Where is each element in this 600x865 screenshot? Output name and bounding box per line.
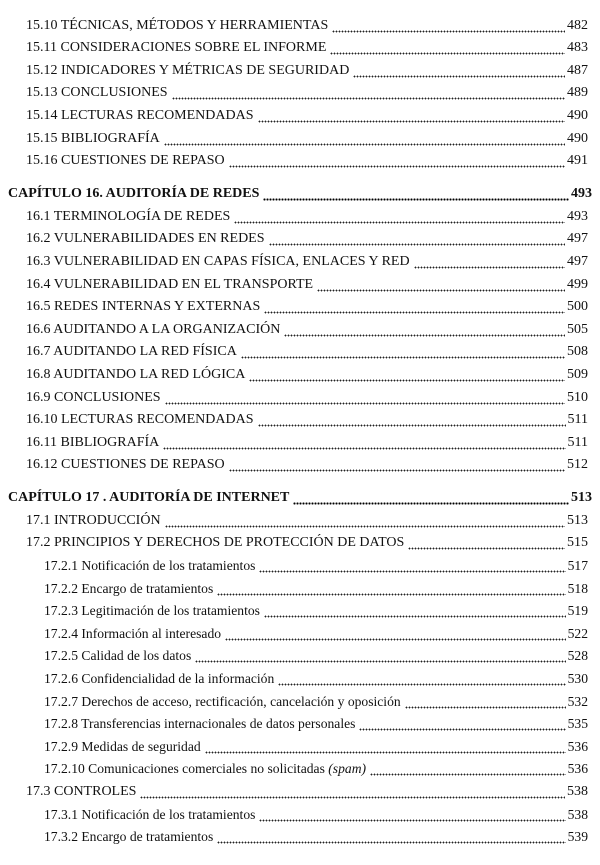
toc-page-number: 538 (567, 806, 588, 822)
toc-section-entry[interactable] (0, 777, 600, 800)
toc-subsection-entry[interactable] (0, 574, 600, 597)
toc-page-number: 532 (567, 693, 588, 709)
toc-subsection-entry[interactable] (0, 710, 600, 733)
dot-leader (195, 648, 565, 664)
toc-entry-title-text: 17.3.1 Notificación de los tratamientos (44, 806, 256, 822)
toc-page-number: 490 (567, 107, 588, 123)
toc-section-entry[interactable] (0, 506, 600, 529)
toc-entry-title (44, 671, 276, 687)
toc-entry-title (26, 85, 170, 101)
toc-entry-title (26, 513, 163, 529)
toc-page-number: 508 (567, 344, 588, 360)
toc-page-number: 497 (567, 231, 588, 247)
dot-leader (359, 716, 565, 732)
dot-leader (264, 299, 565, 315)
toc-page-number: 493 (567, 208, 588, 224)
dot-leader (269, 231, 565, 247)
toc-subsection-entry[interactable] (0, 800, 600, 823)
toc-page-number: 511 (567, 434, 588, 450)
toc-entry-title-text: 17.2.10 Comunicaciones comerciales no solicitadas (44, 761, 325, 777)
toc-page-number: 519 (567, 603, 588, 619)
toc-entry-title (44, 716, 357, 732)
toc-entry-title-text: 17.2.9 Medidas de seguridad (44, 738, 201, 754)
dot-leader (229, 457, 565, 473)
toc-section-entry[interactable] (0, 34, 600, 57)
toc-entry-title (26, 457, 227, 473)
dot-leader (405, 694, 566, 710)
toc-entry-title (44, 626, 223, 642)
toc-page-number: 539 (567, 829, 588, 845)
toc-entry-title (44, 829, 215, 845)
dot-leader (317, 277, 565, 293)
toc-chapter-entry[interactable] (0, 180, 600, 202)
toc-subsection-entry[interactable] (0, 664, 600, 687)
toc-entry-title (26, 277, 315, 293)
dot-leader (330, 40, 565, 56)
toc-section-entry[interactable] (0, 202, 600, 225)
toc-entry-title-text: 15.11 CONSIDERACIONES SOBRE EL INFORME (26, 40, 327, 56)
toc-entry-title (44, 807, 257, 823)
toc-entry-title (26, 108, 256, 124)
toc-page-number: 513 (567, 512, 588, 528)
dot-leader (205, 739, 566, 755)
dot-leader (414, 254, 565, 270)
toc-entry-title (26, 209, 232, 225)
toc-entry-title-text: 17.2.7 Derechos de acceso, rectificación, cancelación y oposición (44, 693, 401, 709)
dot-leader (241, 344, 565, 360)
toc-entry-title (44, 761, 368, 777)
toc-page-number: 536 (567, 738, 588, 754)
dot-leader (229, 153, 565, 169)
toc-entry-title (44, 558, 257, 574)
toc-entry-title-text: 17.2.3 Legitimación de los tratamientos (44, 603, 260, 619)
toc-chapter-entry[interactable] (0, 484, 600, 506)
toc-entry-title (44, 581, 215, 597)
toc-section-entry[interactable] (0, 451, 600, 474)
toc-entry-title (44, 603, 262, 619)
dot-leader (165, 390, 565, 406)
toc-page-number: 482 (567, 17, 588, 33)
toc-entry-title-text: 15.12 INDICADORES Y MÉTRICAS DE SEGURIDAD (26, 62, 350, 78)
toc-entry-title-text: 15.15 BIBLIOGRAFÍA (26, 130, 160, 146)
toc-entry-title-text: 17.2.5 Calidad de los datos (44, 648, 192, 664)
toc-entry-title-text: 15.14 LECTURAS RECOMENDADAS (26, 107, 254, 123)
toc-entry-title (44, 694, 403, 710)
toc-entry-title-text: 15.10 TÉCNICAS, MÉTODOS Y HERRAMIENTAS (26, 17, 329, 33)
dot-leader (258, 108, 565, 124)
dot-leader (353, 63, 565, 79)
toc-page-number: 538 (567, 784, 588, 799)
toc-page-number: 505 (567, 321, 588, 337)
toc-page-number: 493 (571, 186, 592, 202)
toc-subsection-entry[interactable] (0, 619, 600, 642)
toc-entry-title-text: 16.4 VULNERABILIDAD EN EL TRANSPORTE (26, 276, 314, 292)
dot-leader (140, 784, 565, 800)
toc-entry-title-text: 17.2.6 Confidencialidad de la información (44, 671, 275, 687)
dot-leader (234, 209, 565, 225)
toc-subsection-entry[interactable] (0, 642, 600, 665)
dot-leader (263, 186, 569, 202)
dot-leader (259, 807, 565, 823)
toc-entry-title-text: 16.12 CUESTIONES DE REPASO (26, 457, 225, 473)
dot-leader (217, 581, 565, 597)
toc-subsection-entry[interactable] (0, 823, 600, 846)
dot-leader (259, 558, 565, 574)
toc-page-number: 528 (567, 648, 588, 664)
toc-entry-title (26, 231, 267, 247)
dot-leader (370, 761, 566, 777)
toc-page-number: 535 (567, 716, 588, 732)
toc-entry-title (26, 18, 330, 34)
toc-entry-title-text: 15.16 CUESTIONES DE REPASO (26, 153, 225, 169)
toc-page-number: 500 (567, 299, 588, 315)
toc-entry-title (26, 131, 162, 147)
toc-page-number: 518 (567, 580, 588, 596)
toc-section-entry[interactable] (0, 101, 600, 124)
toc-entry-title-text: 16.11 BIBLIOGRAFÍA (26, 434, 160, 450)
toc-section-entry[interactable] (0, 79, 600, 102)
toc-section-entry[interactable] (0, 147, 600, 170)
toc-entry-title (26, 322, 282, 338)
toc-section-entry[interactable] (0, 315, 600, 338)
toc-subsection-entry[interactable] (0, 551, 600, 574)
toc-entry-title-text: 16.7 AUDITANDO LA RED FÍSICA (26, 344, 237, 360)
toc-entry-title (26, 299, 262, 315)
toc-section-entry[interactable] (0, 11, 600, 34)
toc-page-number: 530 (567, 671, 588, 687)
dot-leader (408, 535, 565, 551)
toc-page-number: 490 (567, 130, 588, 146)
toc-subsection-entry[interactable] (0, 755, 600, 778)
toc-entry-title (26, 344, 239, 360)
toc-entry-title (8, 186, 261, 202)
dot-leader (278, 671, 565, 687)
toc-entry-title (26, 784, 138, 800)
toc-entry-title-text: 17.2.2 Encargo de tratamientos (44, 580, 214, 596)
toc-section-entry[interactable] (0, 428, 600, 451)
toc-entry-title (26, 535, 406, 551)
toc-section-entry[interactable] (0, 225, 600, 248)
toc-section-entry[interactable] (0, 360, 600, 383)
toc-entry-title-text: 16.8 AUDITANDO LA RED LÓGICA (26, 366, 246, 382)
toc-entry-title (26, 40, 328, 56)
toc-page-number: 509 (567, 366, 588, 382)
toc-entry-title-text: CAPÍTULO 17 . AUDITORÍA DE INTERNET (8, 490, 290, 506)
toc-entry-title-text: 16.5 REDES INTERNAS Y EXTERNAS (26, 299, 261, 315)
toc-page-number: 517 (567, 558, 588, 574)
toc-page-number: 510 (567, 389, 588, 405)
toc-page-number: 497 (567, 253, 588, 269)
toc-section-entry[interactable] (0, 406, 600, 429)
dot-leader (284, 322, 565, 338)
toc-subsection-entry[interactable] (0, 597, 600, 620)
dot-leader (293, 490, 569, 506)
toc-section-entry[interactable] (0, 529, 600, 552)
toc-entry-title-text: 16.1 TERMINOLOGÍA DE REDES (26, 208, 231, 224)
dot-leader (165, 513, 565, 529)
dot-leader (258, 412, 566, 428)
toc-entry-title-text: 16.10 LECTURAS RECOMENDADAS (26, 412, 254, 428)
toc-subsection-entry[interactable] (0, 687, 600, 710)
table-of-contents (0, 11, 600, 845)
toc-subsection-entry[interactable] (0, 732, 600, 755)
toc-entry-title-text: 15.13 CONCLUSIONES (26, 85, 168, 101)
toc-entry-title (44, 648, 193, 664)
toc-entry-title-text: 17.3 CONTROLES (26, 784, 137, 799)
toc-entry-title (26, 153, 227, 169)
toc-entry-title-text: 16.3 VULNERABILIDAD EN CAPAS FÍSICA, ENLACES Y RED (26, 253, 410, 269)
toc-entry-title-suffix: (spam) (328, 761, 367, 777)
dot-leader (264, 603, 566, 619)
dot-leader (172, 85, 565, 101)
toc-section-entry[interactable] (0, 124, 600, 147)
toc-entry-title-text: 17.3.2 Encargo de tratamientos (44, 829, 214, 845)
toc-entry-title-text: 17.2.4 Información al interesado (44, 625, 222, 641)
toc-entry-title (8, 490, 291, 506)
dot-leader (163, 435, 565, 451)
toc-entry-title (44, 739, 203, 755)
toc-entry-title (26, 412, 256, 428)
dot-leader (332, 18, 565, 34)
toc-page-number: 511 (567, 412, 588, 428)
toc-page-number: 536 (567, 761, 588, 777)
toc-entry-title-text: 17.2.8 Transferencias internacionales de datos personales (44, 716, 356, 732)
toc-entry-title-text: 16.6 AUDITANDO A LA ORGANIZACIÓN (26, 321, 281, 337)
toc-page-number: 522 (567, 625, 588, 641)
toc-entry-title (26, 254, 412, 270)
toc-entry-title (26, 435, 161, 451)
toc-page-number: 499 (567, 276, 588, 292)
toc-entry-title (26, 63, 351, 79)
toc-section-entry[interactable] (0, 270, 600, 293)
toc-page-number: 483 (567, 40, 588, 56)
toc-section-entry[interactable] (0, 293, 600, 316)
toc-section-entry[interactable] (0, 383, 600, 406)
toc-entry-title-text: 17.1 INTRODUCCIÓN (26, 512, 161, 528)
toc-section-entry[interactable] (0, 247, 600, 270)
toc-page-number: 515 (567, 535, 588, 551)
toc-entry-title-text: 16.2 VULNERABILIDADES EN REDES (26, 231, 265, 247)
toc-section-entry[interactable] (0, 56, 600, 79)
toc-page-number: 513 (571, 490, 592, 506)
toc-entry-title-text: 17.2.1 Notificación de los tratamientos (44, 558, 256, 574)
toc-page-number: 487 (567, 62, 588, 78)
dot-leader (249, 367, 565, 383)
toc-page-number: 489 (567, 85, 588, 101)
toc-entry-title (26, 390, 163, 406)
toc-entry-title (26, 367, 247, 383)
toc-section-entry[interactable] (0, 338, 600, 361)
dot-leader (164, 131, 565, 147)
dot-leader (217, 829, 565, 845)
toc-page-number: 491 (567, 153, 588, 169)
toc-entry-title-text: 16.9 CONCLUSIONES (26, 389, 161, 405)
toc-entry-title-text: CAPÍTULO 16. AUDITORÍA DE REDES (8, 186, 260, 202)
toc-entry-title-text: 17.2 PRINCIPIOS Y DERECHOS DE PROTECCIÓN DE DATOS (26, 535, 405, 551)
toc-page-number: 512 (567, 457, 588, 473)
dot-leader (225, 626, 566, 642)
